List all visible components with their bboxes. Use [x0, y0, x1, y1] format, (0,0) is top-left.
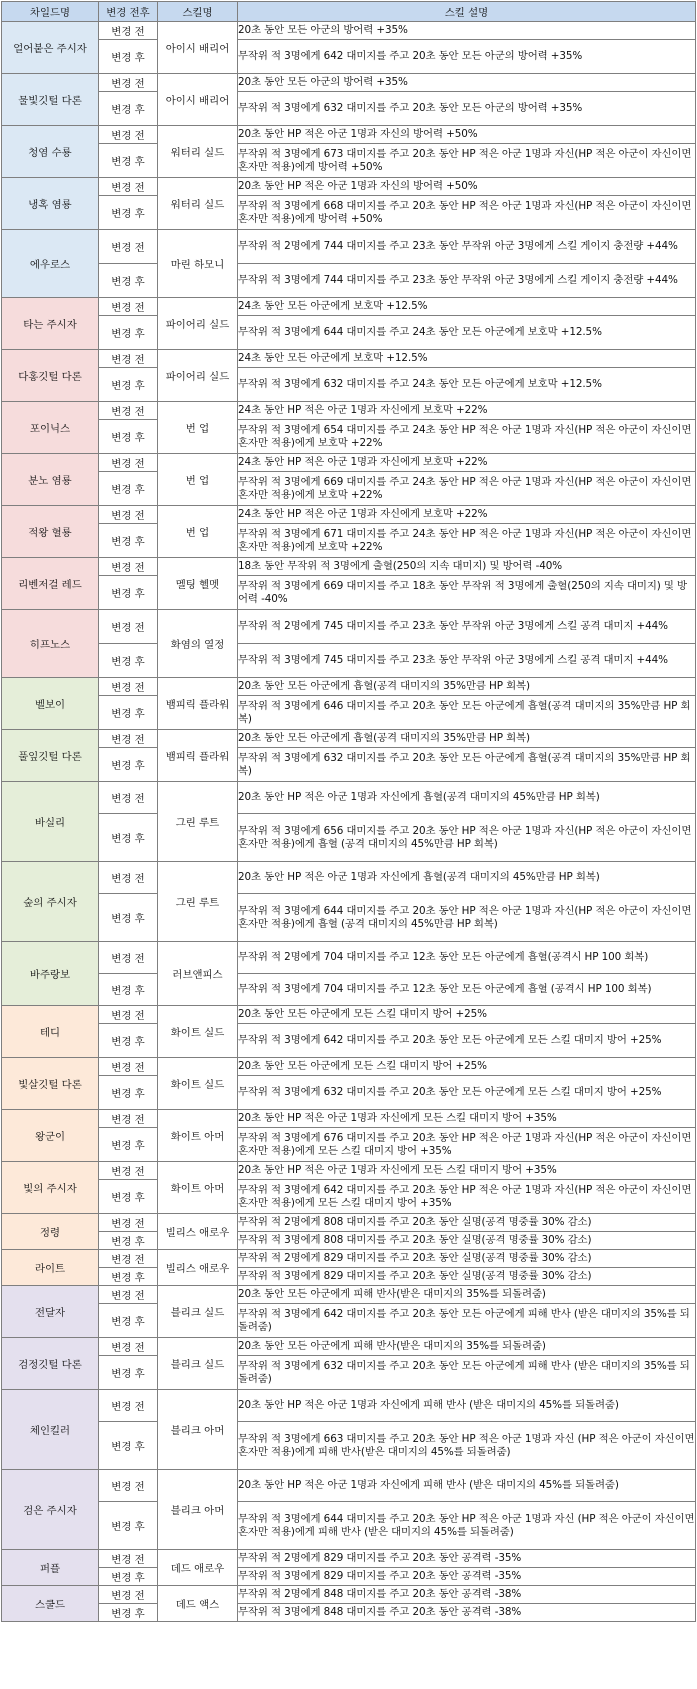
table-row	[2, 894, 696, 942]
child-name-cell: 타는 주시자	[2, 298, 99, 350]
skill-desc-before-cell: 24초 동안 HP 적은 아군 1명과 자신에게 보호막 +22%	[238, 402, 696, 420]
skill-name-cell: 빌리스 애로우	[158, 1214, 238, 1250]
table-row	[2, 92, 696, 126]
child-name-cell: 적왕 혈룡	[2, 506, 99, 558]
skill-name-cell: 마린 하모니	[158, 230, 238, 298]
skill-desc-after-cell: 무작위 적 3명에게 656 대미지를 주고 20초 동안 HP 적은 아군 1명과 자신(HP 적은 아군이 자신이면 혼자만 적용)에게 흡혈 (공격 대미지의 45%만큼 HP 회복)	[238, 814, 696, 862]
table-row	[2, 1356, 696, 1390]
table-row	[2, 178, 696, 196]
table-row	[2, 730, 696, 748]
skill-desc-after-cell: 무작위 적 3명에게 644 대미지를 주고 20초 동안 HP 적은 아군 1명과 자신 (HP 적은 아군이 자신이면 혼자만 적용)에게 피해 반사 (받은 대미지의 45%를 되돌려줌)	[238, 1502, 696, 1550]
after-label-cell: 변경 후	[99, 316, 158, 350]
skill-desc-after-cell: 무작위 적 3명에게 829 대미지를 주고 20초 동안 실명(공격 명중률 30% 감소)	[238, 1268, 696, 1286]
skill-desc-before-cell: 20초 동안 모든 아군에게 흡혈(공격 대미지의 35%만큼 HP 회복)	[238, 730, 696, 748]
before-label-cell: 변경 전	[99, 730, 158, 748]
skill-desc-after-cell: 무작위 적 3명에게 642 대미지를 주고 20초 동안 HP 적은 아군 1명과 자신(HP 적은 아군이 자신이면 혼자만 적용)에게 모든 스킬 대미지 방어 +35%	[238, 1180, 696, 1214]
skill-name-cell: 아이시 배리어	[158, 22, 238, 74]
skill-desc-before-cell: 20초 동안 HP 적은 아군 1명과 자신의 방어력 +50%	[238, 126, 696, 144]
skill-desc-before-cell: 20초 동안 HP 적은 아군 1명과 자신에게 피해 반사 (받은 대미지의 45%를 되돌려줌)	[238, 1470, 696, 1502]
child-name-cell: 다홍깃털 다론	[2, 350, 99, 402]
after-label-cell: 변경 후	[99, 472, 158, 506]
skill-desc-before-cell: 20초 동안 HP 적은 아군 1명과 자신에게 피해 반사 (받은 대미지의 45%를 되돌려줌)	[238, 1390, 696, 1422]
skill-desc-before-cell: 24초 동안 모든 아군에게 보호막 +12.5%	[238, 350, 696, 368]
skill-desc-before-cell: 무작위 적 2명에게 704 대미지를 주고 12초 동안 모든 아군에게 흡혈(공격시 HP 100 회복)	[238, 942, 696, 974]
child-name-cell: 벨보이	[2, 678, 99, 730]
skill-name-cell: 그린 루트	[158, 782, 238, 862]
before-label-cell: 변경 전	[99, 454, 158, 472]
child-name-cell: 물빛깃털 다론	[2, 74, 99, 126]
skill-desc-before-cell: 무작위 적 2명에게 745 대미지를 주고 23초 동안 무작위 아군 3명에게 스킬 공격 대미지 +44%	[238, 610, 696, 644]
after-label-cell: 변경 후	[99, 1180, 158, 1214]
table-row	[2, 1076, 696, 1110]
before-label-cell: 변경 전	[99, 126, 158, 144]
skill-desc-after-cell: 무작위 적 3명에게 669 대미지를 주고 18초 동안 무작위 적 3명에게 출혈(250의 지속 대미지) 및 방어력 -40%	[238, 576, 696, 610]
before-label-cell: 변경 전	[99, 1214, 158, 1232]
skill-desc-before-cell: 무작위 적 2명에게 829 대미지를 주고 20초 동안 실명(공격 명중률 30% 감소)	[238, 1250, 696, 1268]
header-row	[2, 2, 696, 22]
table-row	[2, 1214, 696, 1232]
skill-desc-after-cell: 무작위 적 3명에게 745 대미지를 주고 23초 동안 무작위 아군 3명에게 스킬 공격 대미지 +44%	[238, 644, 696, 678]
table-row	[2, 942, 696, 974]
skill-desc-after-cell: 무작위 적 3명에게 646 대미지를 주고 20초 동안 모든 아군에게 흡혈(공격 대미지의 35%만큼 HP 회복)	[238, 696, 696, 730]
before-label-cell: 변경 전	[99, 1586, 158, 1604]
after-label-cell: 변경 후	[99, 196, 158, 230]
skill-desc-after-cell: 무작위 적 3명에게 632 대미지를 주고 20초 동안 모든 아군에게 흡혈(공격 대미지의 35%만큼 HP 회복)	[238, 748, 696, 782]
skill-desc-after-cell: 무작위 적 3명에게 642 대미지를 주고 20초 동안 모든 아군에게 피해 반사 (받은 대미지의 35%를 되돌려줌)	[238, 1304, 696, 1338]
table-row	[2, 1006, 696, 1024]
table-row	[2, 1338, 696, 1356]
skill-name-cell: 멜팅 헬멧	[158, 558, 238, 610]
child-name-cell: 퍼플	[2, 1550, 99, 1586]
child-name-cell: 숲의 주시자	[2, 862, 99, 942]
table-row	[2, 644, 696, 678]
child-name-cell: 전달자	[2, 1286, 99, 1338]
before-label-cell: 변경 전	[99, 1390, 158, 1422]
skill-name-cell: 번 업	[158, 506, 238, 558]
after-label-cell: 변경 후	[99, 974, 158, 1006]
skill-desc-before-cell: 20초 동안 HP 적은 아군 1명과 자신에게 흡혈(공격 대미지의 45%만큼 HP 회복)	[238, 782, 696, 814]
before-label-cell: 변경 전	[99, 230, 158, 264]
child-name-cell: 리벤저걸 레드	[2, 558, 99, 610]
skill-desc-before-cell: 20초 동안 모든 아군의 방어력 +35%	[238, 22, 696, 40]
header-skill-name: 스킬명	[158, 2, 238, 22]
skill-desc-after-cell: 무작위 적 3명에게 644 대미지를 주고 20초 동안 HP 적은 아군 1명과 자신(HP 적은 아군이 자신이면 혼자만 적용)에게 흡혈 (공격 대미지의 45%만큼 HP 회복)	[238, 894, 696, 942]
table-row	[2, 862, 696, 894]
after-label-cell: 변경 후	[99, 1356, 158, 1390]
after-label-cell: 변경 후	[99, 40, 158, 74]
skill-desc-before-cell: 18초 동안 무작위 적 3명에게 출혈(250의 지속 대미지) 및 방어력 -40%	[238, 558, 696, 576]
header-child-name: 차일드명	[2, 2, 99, 22]
table-row	[2, 472, 696, 506]
before-label-cell: 변경 전	[99, 782, 158, 814]
skill-name-cell: 워터리 실드	[158, 178, 238, 230]
before-label-cell: 변경 전	[99, 74, 158, 92]
before-label-cell: 변경 전	[99, 1286, 158, 1304]
after-label-cell: 변경 후	[99, 644, 158, 678]
table-row	[2, 1250, 696, 1268]
table-row	[2, 1586, 696, 1604]
after-label-cell: 변경 후	[99, 576, 158, 610]
after-label-cell: 변경 후	[99, 1304, 158, 1338]
table-row	[2, 126, 696, 144]
header-change: 변경 전후	[99, 2, 158, 22]
skill-name-cell: 파이어리 실드	[158, 350, 238, 402]
skill-change-table	[1, 1, 696, 1622]
skill-desc-before-cell: 무작위 적 2명에게 848 대미지를 주고 20초 동안 공격력 -38%	[238, 1586, 696, 1604]
skill-desc-before-cell: 20초 동안 모든 아군의 방어력 +35%	[238, 74, 696, 92]
skill-desc-after-cell: 무작위 적 3명에게 808 대미지를 주고 20초 동안 실명(공격 명중률 30% 감소)	[238, 1232, 696, 1250]
after-label-cell: 변경 후	[99, 524, 158, 558]
child-name-cell: 왕군이	[2, 1110, 99, 1162]
skill-desc-before-cell: 24초 동안 HP 적은 아군 1명과 자신에게 보호막 +22%	[238, 506, 696, 524]
after-label-cell: 변경 후	[99, 1604, 158, 1622]
before-label-cell: 변경 전	[99, 1058, 158, 1076]
skill-desc-after-cell: 무작위 적 3명에게 644 대미지를 주고 24초 동안 모든 아군에게 보호막 +12.5%	[238, 316, 696, 350]
after-label-cell: 변경 후	[99, 1128, 158, 1162]
child-name-cell: 정령	[2, 1214, 99, 1250]
table-row	[2, 350, 696, 368]
skill-name-cell: 번 업	[158, 402, 238, 454]
skill-name-cell: 화이트 아머	[158, 1162, 238, 1214]
table-row	[2, 576, 696, 610]
after-label-cell: 변경 후	[99, 1024, 158, 1058]
after-label-cell: 변경 후	[99, 368, 158, 402]
before-label-cell: 변경 전	[99, 1250, 158, 1268]
table-row	[2, 696, 696, 730]
skill-name-cell: 아이시 배리어	[158, 74, 238, 126]
skill-desc-before-cell: 20초 동안 HP 적은 아군 1명과 자신에게 흡혈(공격 대미지의 45%만큼 HP 회복)	[238, 862, 696, 894]
after-label-cell: 변경 후	[99, 144, 158, 178]
table-row	[2, 1604, 696, 1622]
skill-name-cell: 화이트 실드	[158, 1006, 238, 1058]
child-name-cell: 바실리	[2, 782, 99, 862]
skill-name-cell: 화염의 열정	[158, 610, 238, 678]
child-name-cell: 스쿨드	[2, 1586, 99, 1622]
skill-desc-after-cell: 무작위 적 3명에게 632 대미지를 주고 20초 동안 모든 아군의 방어력 +35%	[238, 92, 696, 126]
table-row	[2, 454, 696, 472]
child-name-cell: 포이닉스	[2, 402, 99, 454]
before-label-cell: 변경 전	[99, 22, 158, 40]
skill-desc-before-cell: 무작위 적 2명에게 744 대미지를 주고 23초 동안 무작위 아군 3명에게 스킬 게이지 충전량 +44%	[238, 230, 696, 264]
after-label-cell: 변경 후	[99, 1076, 158, 1110]
table-row	[2, 1390, 696, 1422]
skill-name-cell: 블리크 아머	[158, 1390, 238, 1470]
skill-desc-after-cell: 무작위 적 3명에게 744 대미지를 주고 23초 동안 무작위 아군 3명에게 스킬 게이지 충전량 +44%	[238, 264, 696, 298]
child-name-cell: 청염 수룡	[2, 126, 99, 178]
skill-desc-after-cell: 무작위 적 3명에게 704 대미지를 주고 12초 동안 모든 아군에게 흡혈 (공격시 HP 100 회복)	[238, 974, 696, 1006]
after-label-cell: 변경 후	[99, 814, 158, 862]
skill-desc-before-cell: 24초 동안 HP 적은 아군 1명과 자신에게 보호막 +22%	[238, 454, 696, 472]
skill-desc-after-cell: 무작위 적 3명에게 673 대미지를 주고 20초 동안 HP 적은 아군 1명과 자신(HP 적은 아군이 자신이면 혼자만 적용)에게 방어력 +50%	[238, 144, 696, 178]
before-label-cell: 변경 전	[99, 678, 158, 696]
skill-name-cell: 워터리 실드	[158, 126, 238, 178]
table-row	[2, 1470, 696, 1502]
table-row	[2, 230, 696, 264]
skill-desc-after-cell: 무작위 적 3명에게 632 대미지를 주고 20초 동안 모든 아군에게 모든 스킬 대미지 방어 +25%	[238, 1076, 696, 1110]
after-label-cell: 변경 후	[99, 264, 158, 298]
table-row	[2, 524, 696, 558]
child-name-cell: 검정깃털 다론	[2, 1338, 99, 1390]
table-row	[2, 1024, 696, 1058]
after-label-cell: 변경 후	[99, 748, 158, 782]
before-label-cell: 변경 전	[99, 298, 158, 316]
child-name-cell: 에우로스	[2, 230, 99, 298]
skill-desc-before-cell: 20초 동안 HP 적은 아군 1명과 자신에게 모든 스킬 대미지 방어 +35%	[238, 1110, 696, 1128]
after-label-cell: 변경 후	[99, 696, 158, 730]
skill-desc-after-cell: 무작위 적 3명에게 632 대미지를 주고 24초 동안 모든 아군에게 보호막 +12.5%	[238, 368, 696, 402]
table-row	[2, 1162, 696, 1180]
before-label-cell: 변경 전	[99, 1110, 158, 1128]
child-name-cell: 검은 주시자	[2, 1470, 99, 1550]
table-row	[2, 782, 696, 814]
skill-desc-after-cell: 무작위 적 3명에게 663 대미지를 주고 20초 동안 HP 적은 아군 1명과 자신 (HP 적은 아군이 자신이면 혼자만 적용)에게 피해 반사(받은 대미지의 45%를 되돌려줌)	[238, 1422, 696, 1470]
table-row	[2, 1286, 696, 1304]
skill-desc-after-cell: 무작위 적 3명에게 668 대미지를 주고 20초 동안 HP 적은 아군 1명과 자신(HP 적은 아군이 자신이면 혼자만 적용)에게 방어력 +50%	[238, 196, 696, 230]
before-label-cell: 변경 전	[99, 558, 158, 576]
skill-name-cell: 블리크 실드	[158, 1286, 238, 1338]
skill-name-cell: 번 업	[158, 454, 238, 506]
before-label-cell: 변경 전	[99, 1550, 158, 1568]
before-label-cell: 변경 전	[99, 350, 158, 368]
skill-desc-after-cell: 무작위 적 3명에게 676 대미지를 주고 20초 동안 HP 적은 아군 1명과 자신(HP 적은 아군이 자신이면 혼자만 적용)에게 모든 스킬 대미지 방어 +35%	[238, 1128, 696, 1162]
skill-desc-after-cell: 무작위 적 3명에게 654 대미지를 주고 24초 동안 HP 적은 아군 1명과 자신(HP 적은 아군이 자신이면 혼자만 적용)에게 보호막 +22%	[238, 420, 696, 454]
child-name-cell: 빛의 주시자	[2, 1162, 99, 1214]
skill-name-cell: 러브앤피스	[158, 942, 238, 1006]
before-label-cell: 변경 전	[99, 1006, 158, 1024]
table-row	[2, 814, 696, 862]
child-name-cell: 바주랑보	[2, 942, 99, 1006]
skill-name-cell: 블리크 실드	[158, 1338, 238, 1390]
skill-desc-before-cell: 20초 동안 모든 아군에게 피해 반사(받은 대미지의 35%를 되돌려줌)	[238, 1338, 696, 1356]
skill-name-cell: 블리크 아머	[158, 1470, 238, 1550]
table-row	[2, 316, 696, 350]
table-row	[2, 1568, 696, 1586]
child-name-cell: 냉혹 염룡	[2, 178, 99, 230]
before-label-cell: 변경 전	[99, 506, 158, 524]
before-label-cell: 변경 전	[99, 862, 158, 894]
table-row	[2, 420, 696, 454]
table-row	[2, 1502, 696, 1550]
table-row	[2, 1128, 696, 1162]
skill-desc-before-cell: 20초 동안 HP 적은 아군 1명과 자신에게 모든 스킬 대미지 방어 +35%	[238, 1162, 696, 1180]
skill-name-cell: 뱀피릭 플라워	[158, 678, 238, 730]
child-name-cell: 얼어붙은 주시자	[2, 22, 99, 74]
skill-name-cell: 파이어리 실드	[158, 298, 238, 350]
header-skill-desc: 스킬 설명	[238, 2, 696, 22]
skill-name-cell: 뱀피릭 플라워	[158, 730, 238, 782]
table-row	[2, 506, 696, 524]
after-label-cell: 변경 후	[99, 1568, 158, 1586]
before-label-cell: 변경 전	[99, 178, 158, 196]
skill-name-cell: 빌리스 애로우	[158, 1250, 238, 1286]
skill-desc-before-cell: 20초 동안 모든 아군에게 흡혈(공격 대미지의 35%만큼 HP 회복)	[238, 678, 696, 696]
table-row	[2, 74, 696, 92]
table-row	[2, 144, 696, 178]
skill-name-cell: 데드 액스	[158, 1586, 238, 1622]
table-row	[2, 1058, 696, 1076]
skill-desc-before-cell: 20초 동안 HP 적은 아군 1명과 자신의 방어력 +50%	[238, 178, 696, 196]
table-row	[2, 402, 696, 420]
child-name-cell: 체인킬러	[2, 1390, 99, 1470]
table-row	[2, 1268, 696, 1286]
skill-desc-before-cell: 무작위 적 2명에게 808 대미지를 주고 20초 동안 실명(공격 명중률 30% 감소)	[238, 1214, 696, 1232]
table-row	[2, 610, 696, 644]
table-row	[2, 1304, 696, 1338]
table-row	[2, 748, 696, 782]
after-label-cell: 변경 후	[99, 1232, 158, 1250]
before-label-cell: 변경 전	[99, 942, 158, 974]
after-label-cell: 변경 후	[99, 1502, 158, 1550]
skill-desc-before-cell: 20초 동안 모든 아군에게 모든 스킬 대미지 방어 +25%	[238, 1058, 696, 1076]
child-name-cell: 풀잎깃털 다론	[2, 730, 99, 782]
table-row	[2, 974, 696, 1006]
skill-desc-after-cell: 무작위 적 3명에게 671 대미지를 주고 24초 동안 HP 적은 아군 1명과 자신(HP 적은 아군이 자신이면 혼자만 적용)에게 보호막 +22%	[238, 524, 696, 558]
table-row	[2, 558, 696, 576]
child-name-cell: 라이트	[2, 1250, 99, 1286]
after-label-cell: 변경 후	[99, 894, 158, 942]
skill-name-cell: 화이트 아머	[158, 1110, 238, 1162]
before-label-cell: 변경 전	[99, 1338, 158, 1356]
table-row	[2, 298, 696, 316]
after-label-cell: 변경 후	[99, 1422, 158, 1470]
skill-desc-after-cell: 무작위 적 3명에게 848 대미지를 주고 20초 동안 공격력 -38%	[238, 1604, 696, 1622]
table-row	[2, 22, 696, 40]
skill-desc-before-cell: 24초 동안 모든 아군에게 보호막 +12.5%	[238, 298, 696, 316]
after-label-cell: 변경 후	[99, 92, 158, 126]
skill-desc-after-cell: 무작위 적 3명에게 669 대미지를 주고 24초 동안 HP 적은 아군 1명과 자신(HP 적은 아군이 자신이면 혼자만 적용)에게 보호막 +22%	[238, 472, 696, 506]
table-row	[2, 40, 696, 74]
table-row	[2, 264, 696, 298]
before-label-cell: 변경 전	[99, 610, 158, 644]
skill-desc-before-cell: 20초 동안 모든 아군에게 피해 반사(받은 대미지의 35%를 되돌려줌)	[238, 1286, 696, 1304]
skill-desc-after-cell: 무작위 적 3명에게 642 대미지를 주고 20초 동안 모든 아군의 방어력 +35%	[238, 40, 696, 74]
table-row	[2, 1110, 696, 1128]
skill-desc-before-cell: 20초 동안 모든 아군에게 모든 스킬 대미지 방어 +25%	[238, 1006, 696, 1024]
table-row	[2, 1422, 696, 1470]
after-label-cell: 변경 후	[99, 420, 158, 454]
table-row	[2, 196, 696, 230]
before-label-cell: 변경 전	[99, 1470, 158, 1502]
table-row	[2, 368, 696, 402]
table-body	[2, 22, 696, 1622]
skill-name-cell: 그린 루트	[158, 862, 238, 942]
child-name-cell: 테디	[2, 1006, 99, 1058]
table-row	[2, 1550, 696, 1568]
skill-name-cell: 화이트 실드	[158, 1058, 238, 1110]
child-name-cell: 히프노스	[2, 610, 99, 678]
table-row	[2, 678, 696, 696]
skill-desc-before-cell: 무작위 적 2명에게 829 대미지를 주고 20초 동안 공격력 -35%	[238, 1550, 696, 1568]
before-label-cell: 변경 전	[99, 402, 158, 420]
before-label-cell: 변경 전	[99, 1162, 158, 1180]
skill-desc-after-cell: 무작위 적 3명에게 642 대미지를 주고 20초 동안 모든 아군에게 모든 스킬 대미지 방어 +25%	[238, 1024, 696, 1058]
skill-name-cell: 데드 애로우	[158, 1550, 238, 1586]
child-name-cell: 빛살깃털 다론	[2, 1058, 99, 1110]
skill-change-table-container	[1, 1, 696, 1622]
table-row	[2, 1232, 696, 1250]
table-row	[2, 1180, 696, 1214]
after-label-cell: 변경 후	[99, 1268, 158, 1286]
skill-desc-after-cell: 무작위 적 3명에게 632 대미지를 주고 20초 동안 모든 아군에게 피해 반사 (받은 대미지의 35%를 되돌려줌)	[238, 1356, 696, 1390]
child-name-cell: 분노 염룡	[2, 454, 99, 506]
skill-desc-after-cell: 무작위 적 3명에게 829 대미지를 주고 20초 동안 공격력 -35%	[238, 1568, 696, 1586]
